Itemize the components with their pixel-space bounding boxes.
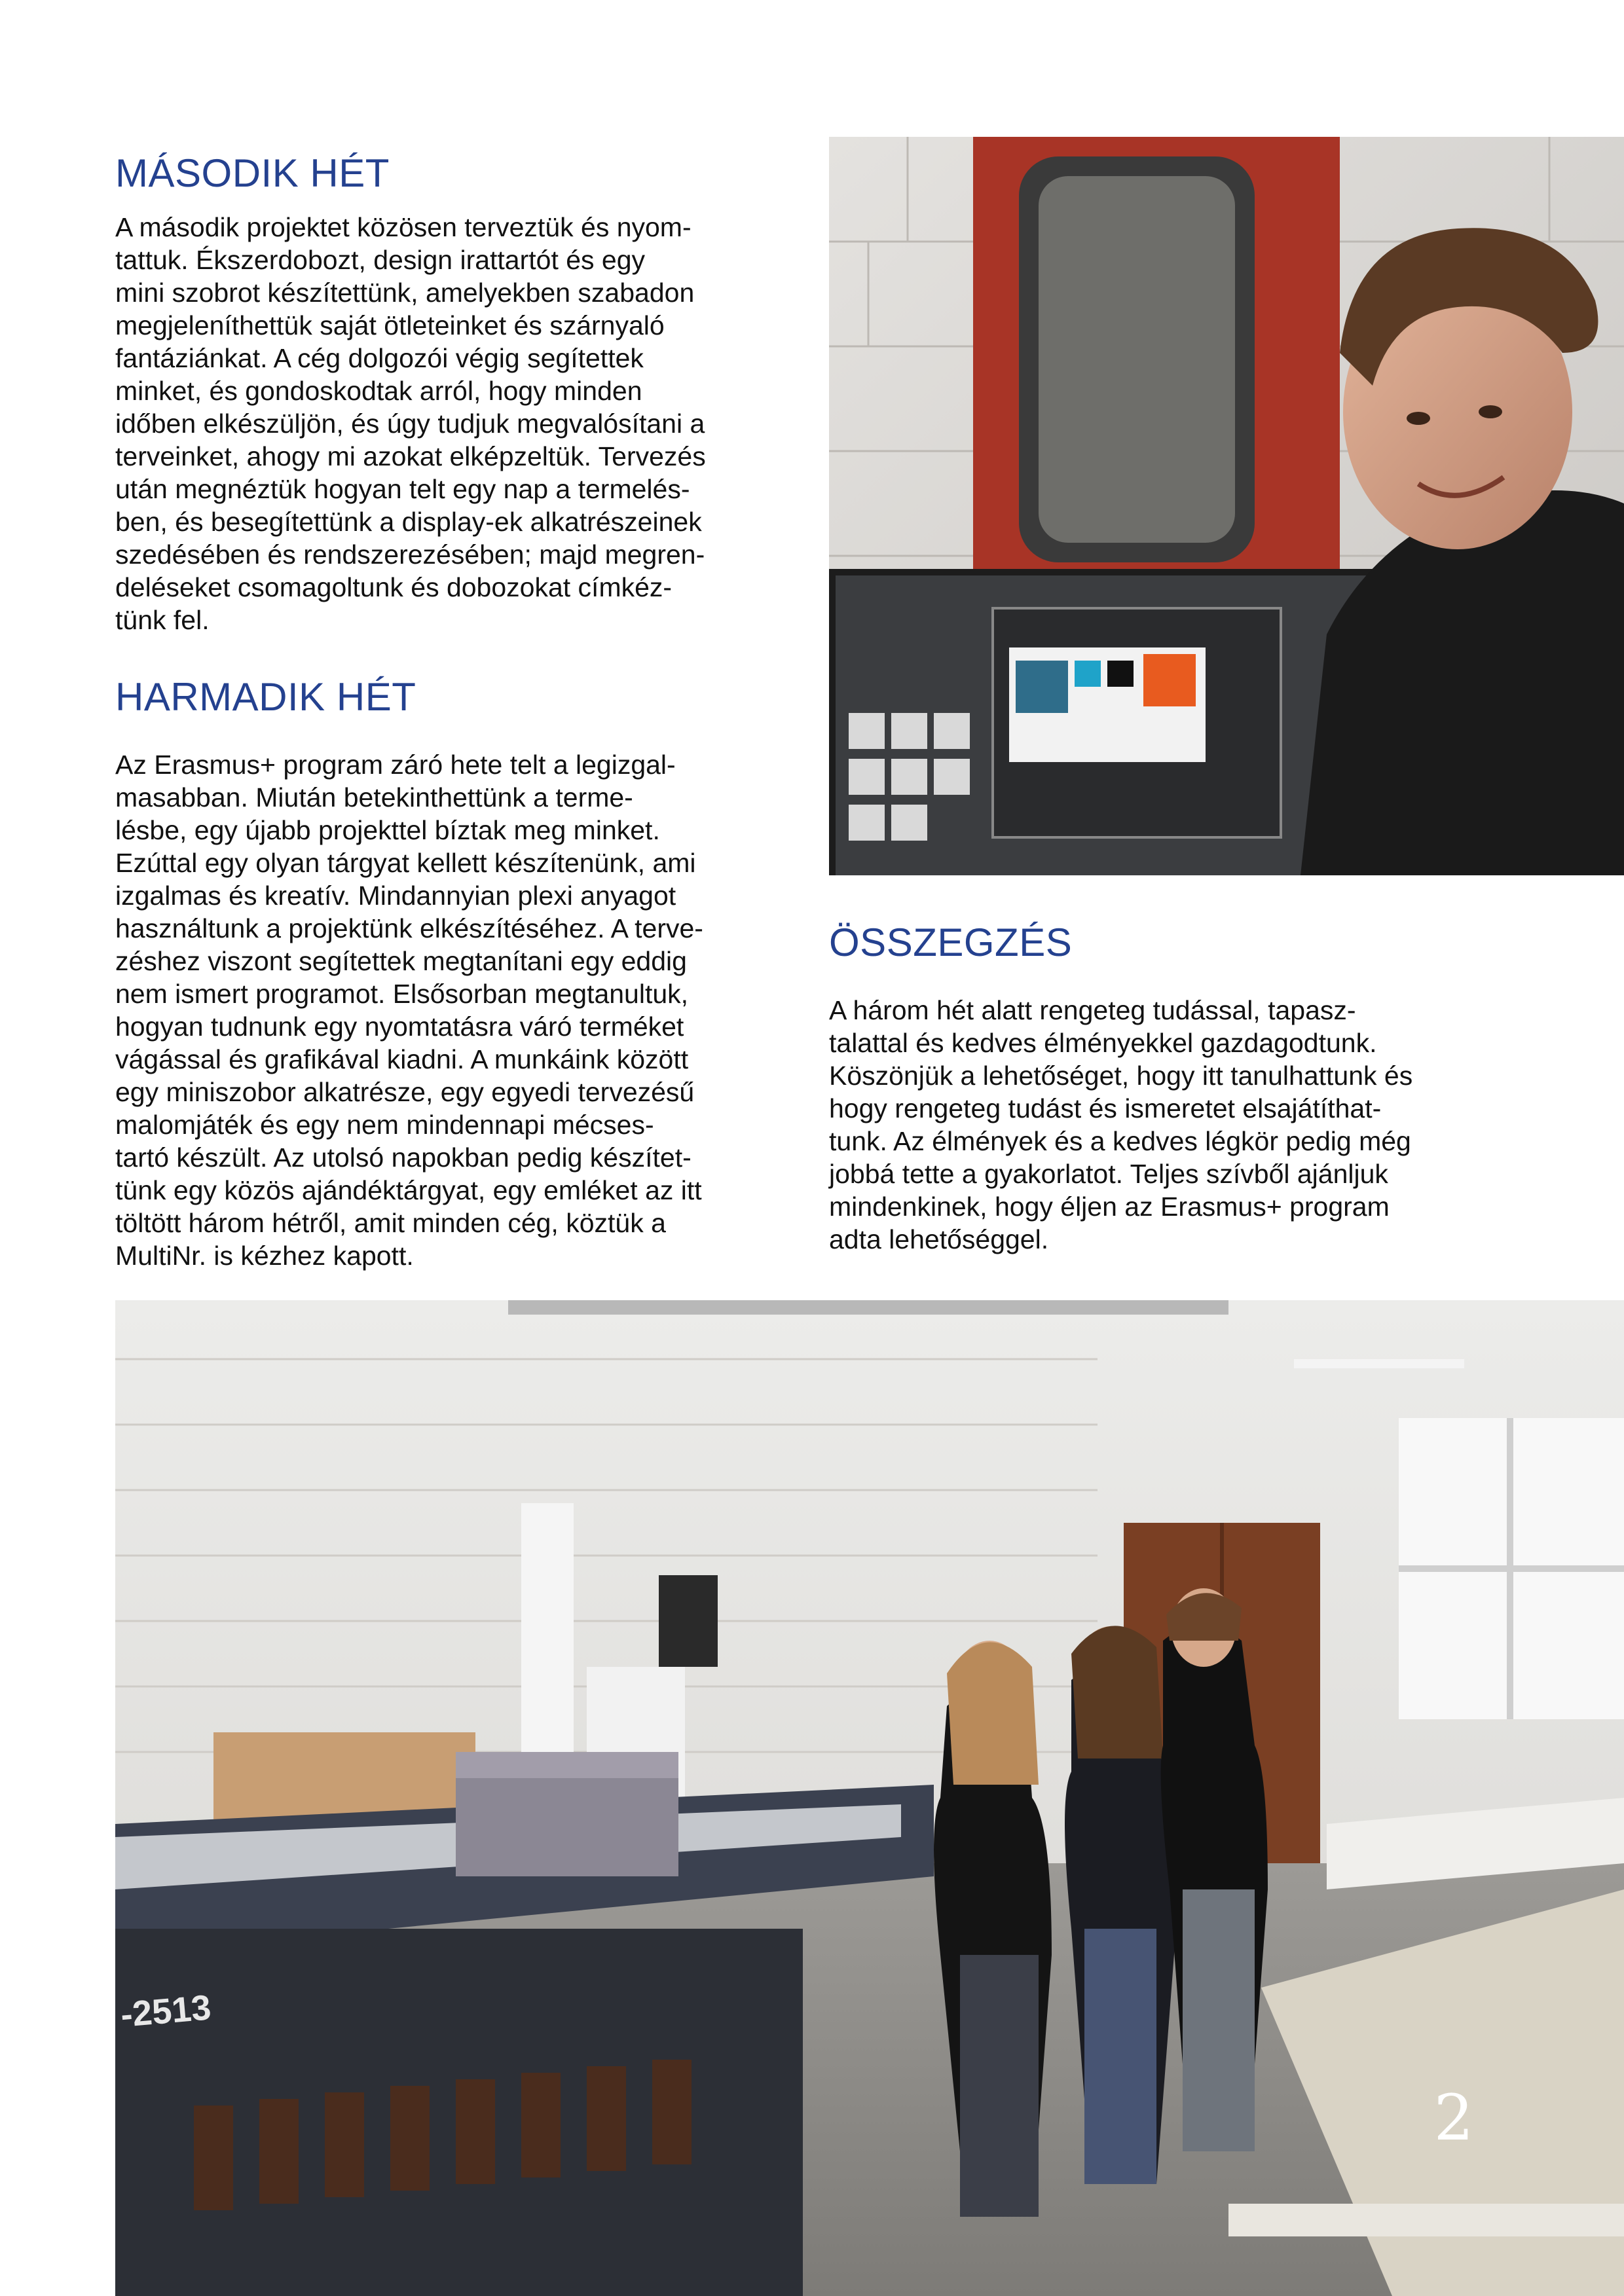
section-title-osszegzes: ÖSSZEGZÉS — [829, 920, 1073, 964]
section-title-masodik-het: MÁSODIK HÉT — [115, 151, 390, 195]
body-line: időben elkészüljön, és úgy tudjuk megvalósítani a — [115, 409, 705, 439]
body-line: hogyan tudnunk egy nyomtatásra váró terméket — [115, 1011, 684, 1042]
body-line: tünk fel. — [115, 605, 210, 635]
body-line: ben, és besegítettünk a display-ek alkatrészeinek — [115, 507, 702, 537]
body-line: megjeleníthettük saját ötleteinket és szárnyaló — [115, 310, 665, 340]
body-line: használtunk a projektünk elkészítéséhez. A terve- — [115, 913, 703, 943]
body-line: deléseket csomagoltunk és dobozokat címkéz- — [115, 572, 673, 602]
body-line: minket, és gondoskodtak arról, hogy minden — [115, 376, 642, 406]
photo-print-workshop — [115, 1300, 1624, 2296]
page-number: 2 — [1433, 2081, 1474, 2155]
body-line: talattal és kedves élményekkel gazdagodtunk. — [829, 1028, 1377, 1058]
photo-student-at-computer — [829, 137, 1624, 875]
section-title-harmadik-het: HARMADIK HÉT — [115, 675, 416, 719]
body-line: fantáziánkat. A cég dolgozói végig segítettek — [115, 343, 644, 373]
body-line: egy miniszobor alkatrésze, egy egyedi tervezésű — [115, 1077, 695, 1107]
body-line: masabban. Miután betekinthettünk a terme- — [115, 782, 633, 812]
body-line: szedésében és rendszerezésében; majd megren- — [115, 539, 705, 570]
body-line: jobbá tette a gyakorlatot. Teljes szívből ajánljuk — [829, 1159, 1388, 1189]
body-line: Az Erasmus+ program záró hete telt a legizgal- — [115, 750, 676, 780]
body-line: lésbe, egy újabb projekttel bíztak meg minket. — [115, 815, 660, 845]
body-line: A három hét alatt rengeteg tudással, tapasz- — [829, 995, 1356, 1025]
body-line: tunk. Az élmények és a kedves légkör pedig még — [829, 1126, 1411, 1156]
body-line: nem ismert programot. Elsősorban megtanultuk, — [115, 979, 689, 1009]
body-line: zéshez viszont segítettek megtanítani egy eddig — [115, 946, 687, 976]
body-line: terveinket, ahogy mi azokat elképzeltük. Tervezés — [115, 441, 706, 471]
body-line: vágással és grafikával kiadni. A munkáink között — [115, 1044, 689, 1074]
body-line: izgalmas és kreatív. Mindannyian plexi anyagot — [115, 881, 676, 911]
body-line: után megnéztük hogyan telt egy nap a termelés- — [115, 474, 690, 504]
body-line: töltött három hétről, amit minden cég, köztük a — [115, 1208, 666, 1238]
section-body-osszegzes — [829, 994, 1517, 1256]
body-line: Köszönjük a lehetőséget, hogy itt tanulhattunk és — [829, 1061, 1413, 1091]
section-body-harmadik-het — [115, 748, 803, 1272]
body-line: mini szobrot készítettünk, amelyekben szabadon — [115, 278, 695, 308]
body-line: Ezúttal egy olyan tárgyat kellett készítenünk, ami — [115, 848, 696, 878]
body-line: hogy rengeteg tudást és ismeretet elsajátíthat- — [829, 1093, 1382, 1123]
printer-model-label: -2513 — [119, 1988, 213, 2035]
body-line: malomjáték és egy nem mindennapi mécses- — [115, 1110, 654, 1140]
body-line: mindenkinek, hogy éljen az Erasmus+ program — [829, 1192, 1390, 1222]
body-line: A második projektet közösen terveztük és nyom- — [115, 212, 692, 242]
body-line: tartó készült. Az utolsó napokban pedig készítet- — [115, 1142, 692, 1173]
body-line: tattuk. Ékszerdobozt, design irattartót és egy — [115, 245, 646, 275]
body-line: tünk egy közös ajándéktárgyat, egy emléket az itt — [115, 1175, 702, 1205]
body-line: MultiNr. is kézhez kapott. — [115, 1241, 414, 1271]
section-body-masodik-het — [115, 211, 803, 636]
body-line: adta lehetőséggel. — [829, 1224, 1049, 1254]
